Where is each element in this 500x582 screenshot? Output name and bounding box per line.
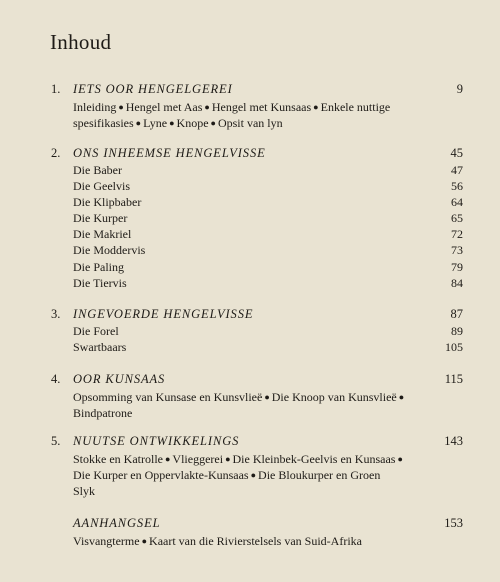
- description-line: [73, 389, 473, 405]
- description-item: Vlieggerei: [172, 452, 224, 466]
- section-1: [51, 82, 463, 131]
- entry-label: Die Moddervis: [73, 243, 146, 258]
- entry-page: 65: [451, 211, 463, 226]
- toc-entry: [51, 178, 463, 194]
- description-item: Visvangterme: [73, 534, 140, 548]
- section-header: [51, 372, 463, 388]
- section-number: 5.: [51, 434, 61, 448]
- bullet-icon: ●: [141, 536, 148, 546]
- toc-entry: [51, 226, 463, 242]
- entry-label: Die Baber: [73, 163, 122, 177]
- section-description: [73, 451, 473, 499]
- description-item: Hengel met Kunsaas: [211, 100, 312, 114]
- entry-label: Die Kurper: [73, 211, 128, 226]
- bullet-icon: ●: [313, 102, 319, 112]
- toc-entry: [51, 323, 463, 339]
- description-item: Hengel met Aas: [125, 100, 203, 114]
- description-item: Enkele nuttige: [320, 100, 391, 114]
- section-page: 87: [450, 307, 463, 321]
- section-3: [51, 307, 463, 355]
- description-line: [73, 405, 473, 421]
- entry-page: 64: [451, 195, 463, 210]
- entry-list: [51, 323, 463, 355]
- description-item: Die Kurper en Oppervlakte-Kunsaas: [73, 468, 249, 482]
- section-description: [73, 533, 473, 549]
- section-description: [73, 389, 473, 421]
- section-2: [51, 146, 463, 291]
- bullet-icon: ●: [164, 454, 171, 464]
- section-description: [73, 99, 433, 131]
- section-number: 3.: [51, 307, 61, 321]
- entry-label: Die Tiervis: [73, 275, 127, 290]
- description-item: spesifikasies: [73, 116, 134, 130]
- bullet-icon: ●: [250, 470, 257, 480]
- entry-label: Die Forel: [73, 324, 119, 338]
- description-line: [73, 451, 473, 467]
- section-number: 2.: [51, 146, 61, 160]
- description-line: [73, 115, 433, 131]
- description-item: Slyk: [73, 484, 96, 498]
- section-title: IETS OOR HENGELGEREI: [73, 82, 233, 96]
- section-title: NUUTSE ONTWIKKELINGS: [73, 434, 240, 448]
- description-line: [73, 467, 473, 483]
- section-title: OOR KUNSAAS: [73, 372, 166, 386]
- page-title: Inhoud: [50, 30, 112, 54]
- entry-label: Swartbaars: [73, 340, 127, 355]
- description-line: [73, 533, 473, 549]
- entry-label: Die Klipbaber: [73, 195, 142, 210]
- section-number: 1.: [51, 82, 61, 96]
- entry-label: Die Makriel: [73, 227, 132, 242]
- description-line: [73, 99, 433, 115]
- description-item: Die Bloukurper en Groen: [258, 468, 381, 482]
- toc-entry: [51, 259, 463, 275]
- section-page: 153: [444, 516, 463, 530]
- description-item: Die Knoop van Kunsvlieë: [271, 390, 397, 404]
- bullet-icon: ●: [225, 454, 231, 464]
- description-item: Die Kleinbek-Geelvis en Kunsaas: [232, 452, 396, 466]
- description-item: Knope: [176, 116, 209, 130]
- section-title: ONS INHEEMSE HENGELVISSE: [73, 146, 266, 160]
- section-header: [51, 516, 463, 532]
- section-header: [51, 434, 463, 450]
- bullet-icon: ●: [204, 102, 210, 112]
- entry-label: Die Geelvis: [73, 179, 130, 194]
- toc-entry: [51, 162, 463, 178]
- entry-list: [51, 162, 463, 291]
- section-page: 115: [444, 372, 463, 386]
- section-4: [51, 372, 463, 421]
- entry-page: 84: [451, 275, 463, 290]
- entry-page: 79: [451, 259, 463, 274]
- section-5: [51, 434, 463, 499]
- entry-page: 105: [445, 340, 463, 355]
- description-item: Kaart van die Rivierstelsels van Suid-Afrika: [149, 534, 362, 548]
- bullet-icon: ●: [135, 118, 142, 128]
- toc-entry: [51, 194, 463, 210]
- toc-entry: [51, 210, 463, 226]
- description-item: Opsomming van Kunsase en Kunsvlieë: [73, 390, 263, 404]
- section-title: INGEVOERDE HENGELVISSE: [73, 307, 254, 321]
- toc-entry: [51, 275, 463, 291]
- entry-label: Die Paling: [73, 259, 124, 274]
- bullet-icon: ●: [398, 392, 405, 402]
- description-item: Opsit van lyn: [217, 116, 283, 130]
- entry-page: 47: [451, 163, 463, 177]
- bullet-icon: ●: [118, 102, 124, 112]
- entry-page: 72: [451, 227, 463, 242]
- toc-entry: [51, 339, 463, 355]
- section-appendix: [51, 516, 463, 549]
- section-number: 4.: [51, 372, 61, 386]
- section-header: [51, 82, 463, 98]
- bullet-icon: ●: [397, 454, 403, 464]
- description-item: Inleiding: [73, 100, 117, 114]
- toc-entry: [51, 242, 463, 258]
- section-page: 45: [450, 146, 463, 160]
- section-header: [51, 146, 463, 162]
- description-line: [73, 483, 473, 499]
- entry-page: 73: [451, 243, 463, 258]
- section-header: [51, 307, 463, 323]
- section-page: 9: [456, 82, 463, 96]
- description-item: Stokke en Katrolle: [73, 452, 163, 466]
- description-item: Bindpatrone: [73, 406, 133, 420]
- description-item: Lyne: [143, 116, 168, 130]
- bullet-icon: ●: [210, 118, 216, 128]
- bullet-icon: ●: [264, 392, 270, 402]
- entry-page: 89: [451, 324, 463, 338]
- section-page: 143: [444, 434, 463, 448]
- section-title: AANHANGSEL: [73, 516, 161, 530]
- bullet-icon: ●: [169, 118, 175, 128]
- entry-page: 56: [451, 179, 463, 194]
